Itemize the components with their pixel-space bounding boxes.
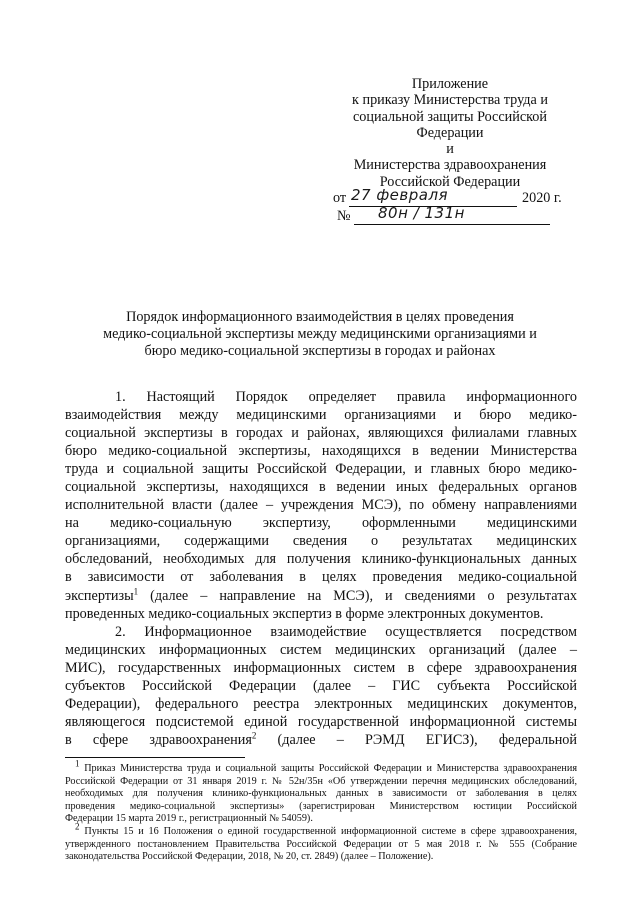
paragraph-2-line: медицинских информационных систем медицинских организаций (далее – — [65, 641, 577, 658]
date-prefix: от — [333, 190, 347, 206]
footnote-ref-text: в сфере здравоохранения — [65, 731, 252, 748]
appendix-line: Министерства здравоохранения — [353, 157, 547, 174]
appendix-line: к приказу Министерства труда и — [352, 92, 548, 109]
appendix-line: социальной защиты Российской — [353, 108, 547, 125]
paragraph-1-line: на медико-социальную экспертизу, оформленными медицинскими — [65, 515, 577, 532]
paragraph-1-line-footnote — [65, 587, 577, 605]
footnote-ref-continuation: (далее – РЭМД ЕГИСЗ), федеральной — [256, 731, 577, 748]
paragraph-1-line: социальной экспертизы, находящихся в ведении иных федеральных органов — [65, 479, 577, 496]
footnotes — [65, 758, 578, 864]
title-line: медико-социальной экспертизы между медицинскими организациями и — [103, 326, 537, 343]
number-underline — [354, 224, 550, 225]
number-handwritten: 80н / 131н — [378, 204, 465, 222]
footnote-1-line — [65, 758, 578, 776]
footnote-1-line: Федерации 15 марта 2019 г., регистрационный № 54059). — [65, 813, 313, 825]
paragraph-2-line: МИС), государственных информационных систем в сфере здравоохранения — [65, 659, 577, 676]
paragraph-1-line: обследований, необходимых для получения клинико-функциональных данных — [65, 551, 577, 568]
appendix-line: Российской Федерации — [379, 173, 521, 190]
paragraph-2-line-footnote — [65, 731, 577, 749]
document-body — [65, 388, 577, 749]
date-year: 2020 г. — [522, 190, 562, 206]
paragraph-1-line: организациями, содержащими сведения о результатах медицинских — [65, 533, 577, 550]
paragraph-1-line: проведенных медико-социальных экспертиз в форме электронных документов. — [65, 605, 544, 622]
footnote-2-line: утвержденного постановлением Правительства Российской Федерации от 5 мая 2018 г. № 555 (Собрание — [65, 838, 577, 850]
paragraph-1-line: 1. Настоящий Порядок определяет правила информационного — [115, 389, 577, 405]
paragraph-1-line: бюро медико-социальной экспертизы, находящихся в ведении Министерства — [65, 443, 577, 460]
document-title — [70, 309, 570, 361]
paragraph-1-line: исполнительной власти (далее – учреждения МСЭ), по обмену направлениями — [65, 497, 577, 514]
footnote-1-line: Российской Федерации от 31 января 2019 г. № 52н/35н «Об утверждении перечня медицинских обследований, — [65, 775, 577, 787]
footnote-separator — [65, 757, 245, 758]
footnote-1-mark: 1 — [75, 758, 80, 769]
footnote-2-line — [65, 821, 578, 839]
appendix-line: и — [446, 141, 454, 158]
footnote-ref-2: 2 — [251, 730, 257, 741]
footnote-2-line: законодательства Российской Федерации, 2018, № 20, ст. 2849) (далее – Положение). — [65, 851, 434, 863]
footnote-ref-continuation: (далее – направление на МСЭ), и сведениями о результатах — [138, 587, 577, 604]
paragraph-2-line: субъектов Российской Федерации (далее – ГИС субъекта Российской — [65, 677, 577, 694]
appendix-header — [330, 76, 570, 190]
paragraph-1-line: социальной экспертизы в городах и районах, являющихся филиалами главных — [65, 425, 577, 442]
title-line: Порядок информационного взаимодействия в целях проведения — [126, 309, 514, 325]
paragraph-1-line: в зависимости от заболевания в целях проведения медико-социальной — [65, 569, 577, 586]
footnote-1-line: проведения медико-социальной экспертизы» (зарегистрирован Министерством юстиции Российской — [65, 800, 577, 812]
footnote-2-mark: 2 — [75, 821, 80, 832]
paragraph-2-line: являющегося подсистемой единой государственной информационной системы — [65, 713, 577, 730]
paragraph-2-line: 2. Информационное взаимодействие осуществляется посредством — [115, 623, 577, 640]
appendix-line: Федерации — [416, 124, 484, 141]
appendix-line: Приложение — [411, 76, 489, 92]
paragraph-1-line: взаимодействия между медицинскими организациями и бюро медико- — [65, 407, 577, 424]
title-line: бюро медико-социальной экспертизы в городах и районах — [144, 343, 496, 360]
paragraph-1-line: труда и социальной защиты Российской Федерации, и главных бюро медико- — [65, 461, 577, 478]
number-prefix: № — [337, 208, 351, 224]
footnote-1-text: Приказ Министерства труда и социальной защиты Российской Федерации и Министерства здравоохранения — [84, 763, 578, 774]
footnote-2-text: Пункты 15 и 16 Положения о единой государственной информационной системе в сфере здравоохранения, — [84, 825, 578, 837]
date-handwritten: 27 февраля — [351, 186, 449, 204]
footnote-1-line: необходимых для получения клинико-функциональных данных в зависимости от заболевания в целях — [65, 788, 577, 800]
footnote-ref-1: 1 — [133, 585, 139, 596]
footnote-ref-text: экспертизы — [65, 587, 134, 604]
paragraph-2-line: Федерации), федерального реестра электронных медицинских документов, — [65, 695, 577, 712]
